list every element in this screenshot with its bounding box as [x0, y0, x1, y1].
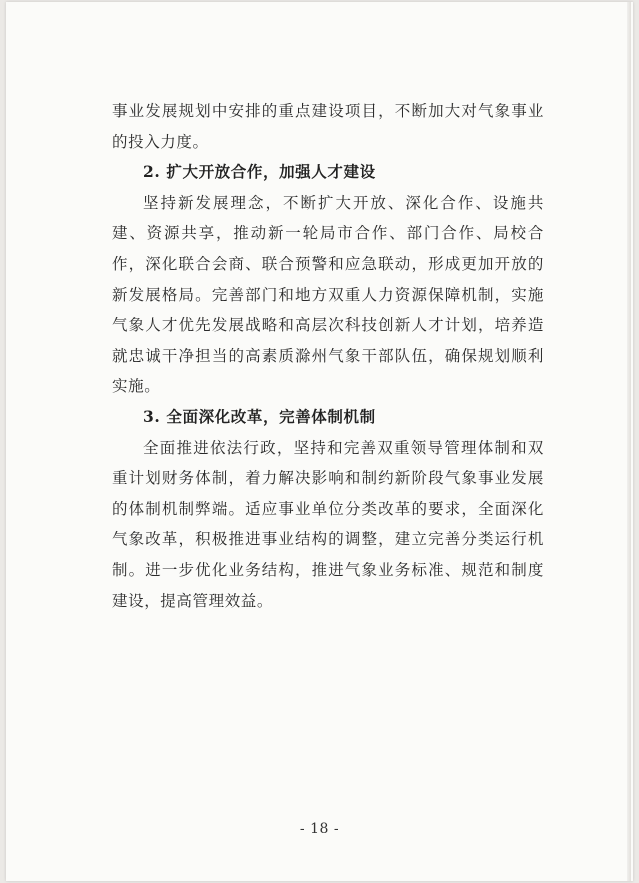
section-heading-2: 2. 扩大开放合作，加强人才建设: [143, 162, 376, 182]
page-number: - 18 -: [299, 821, 340, 837]
page-edge: [627, 2, 631, 881]
paragraph-1: 事业发展规划中安排的重点建设项目，不断加大对气象事业的投入力度。: [112, 102, 544, 151]
document-body: [112, 96, 544, 616]
section-heading-3: 3. 全面深化改革，完善体制机制: [143, 406, 376, 426]
paragraph-2: 坚持新发展理念，不断扩大开放、深化合作、设施共建、资源共享，推动新一轮局市合作、部门合作、局校合作，深化联合会商、联合预警和应急联动，形成更加开放的新发展格局。完善部门和地方双重人力资源保障机制，实施气象人才优先发展战略和高层次科技创新人才计划，培养造就忠诚干净担当的高素质滁州气象干部队伍，确保规划顺利实施。: [112, 193, 544, 396]
paragraph-3: 全面推进依法行政，坚持和完善双重领导管理体制和双重计划财务体制，着力解决影响和制约新阶段气象事业发展的体制机制弊端。适应事业单位分类改革的要求，全面深化气象改革，积极推进事业结构的调整，建立完善分类运行机制。进一步优化业务结构，推进气象业务标准、规范和制度建设，提高管理效益。: [112, 438, 544, 610]
